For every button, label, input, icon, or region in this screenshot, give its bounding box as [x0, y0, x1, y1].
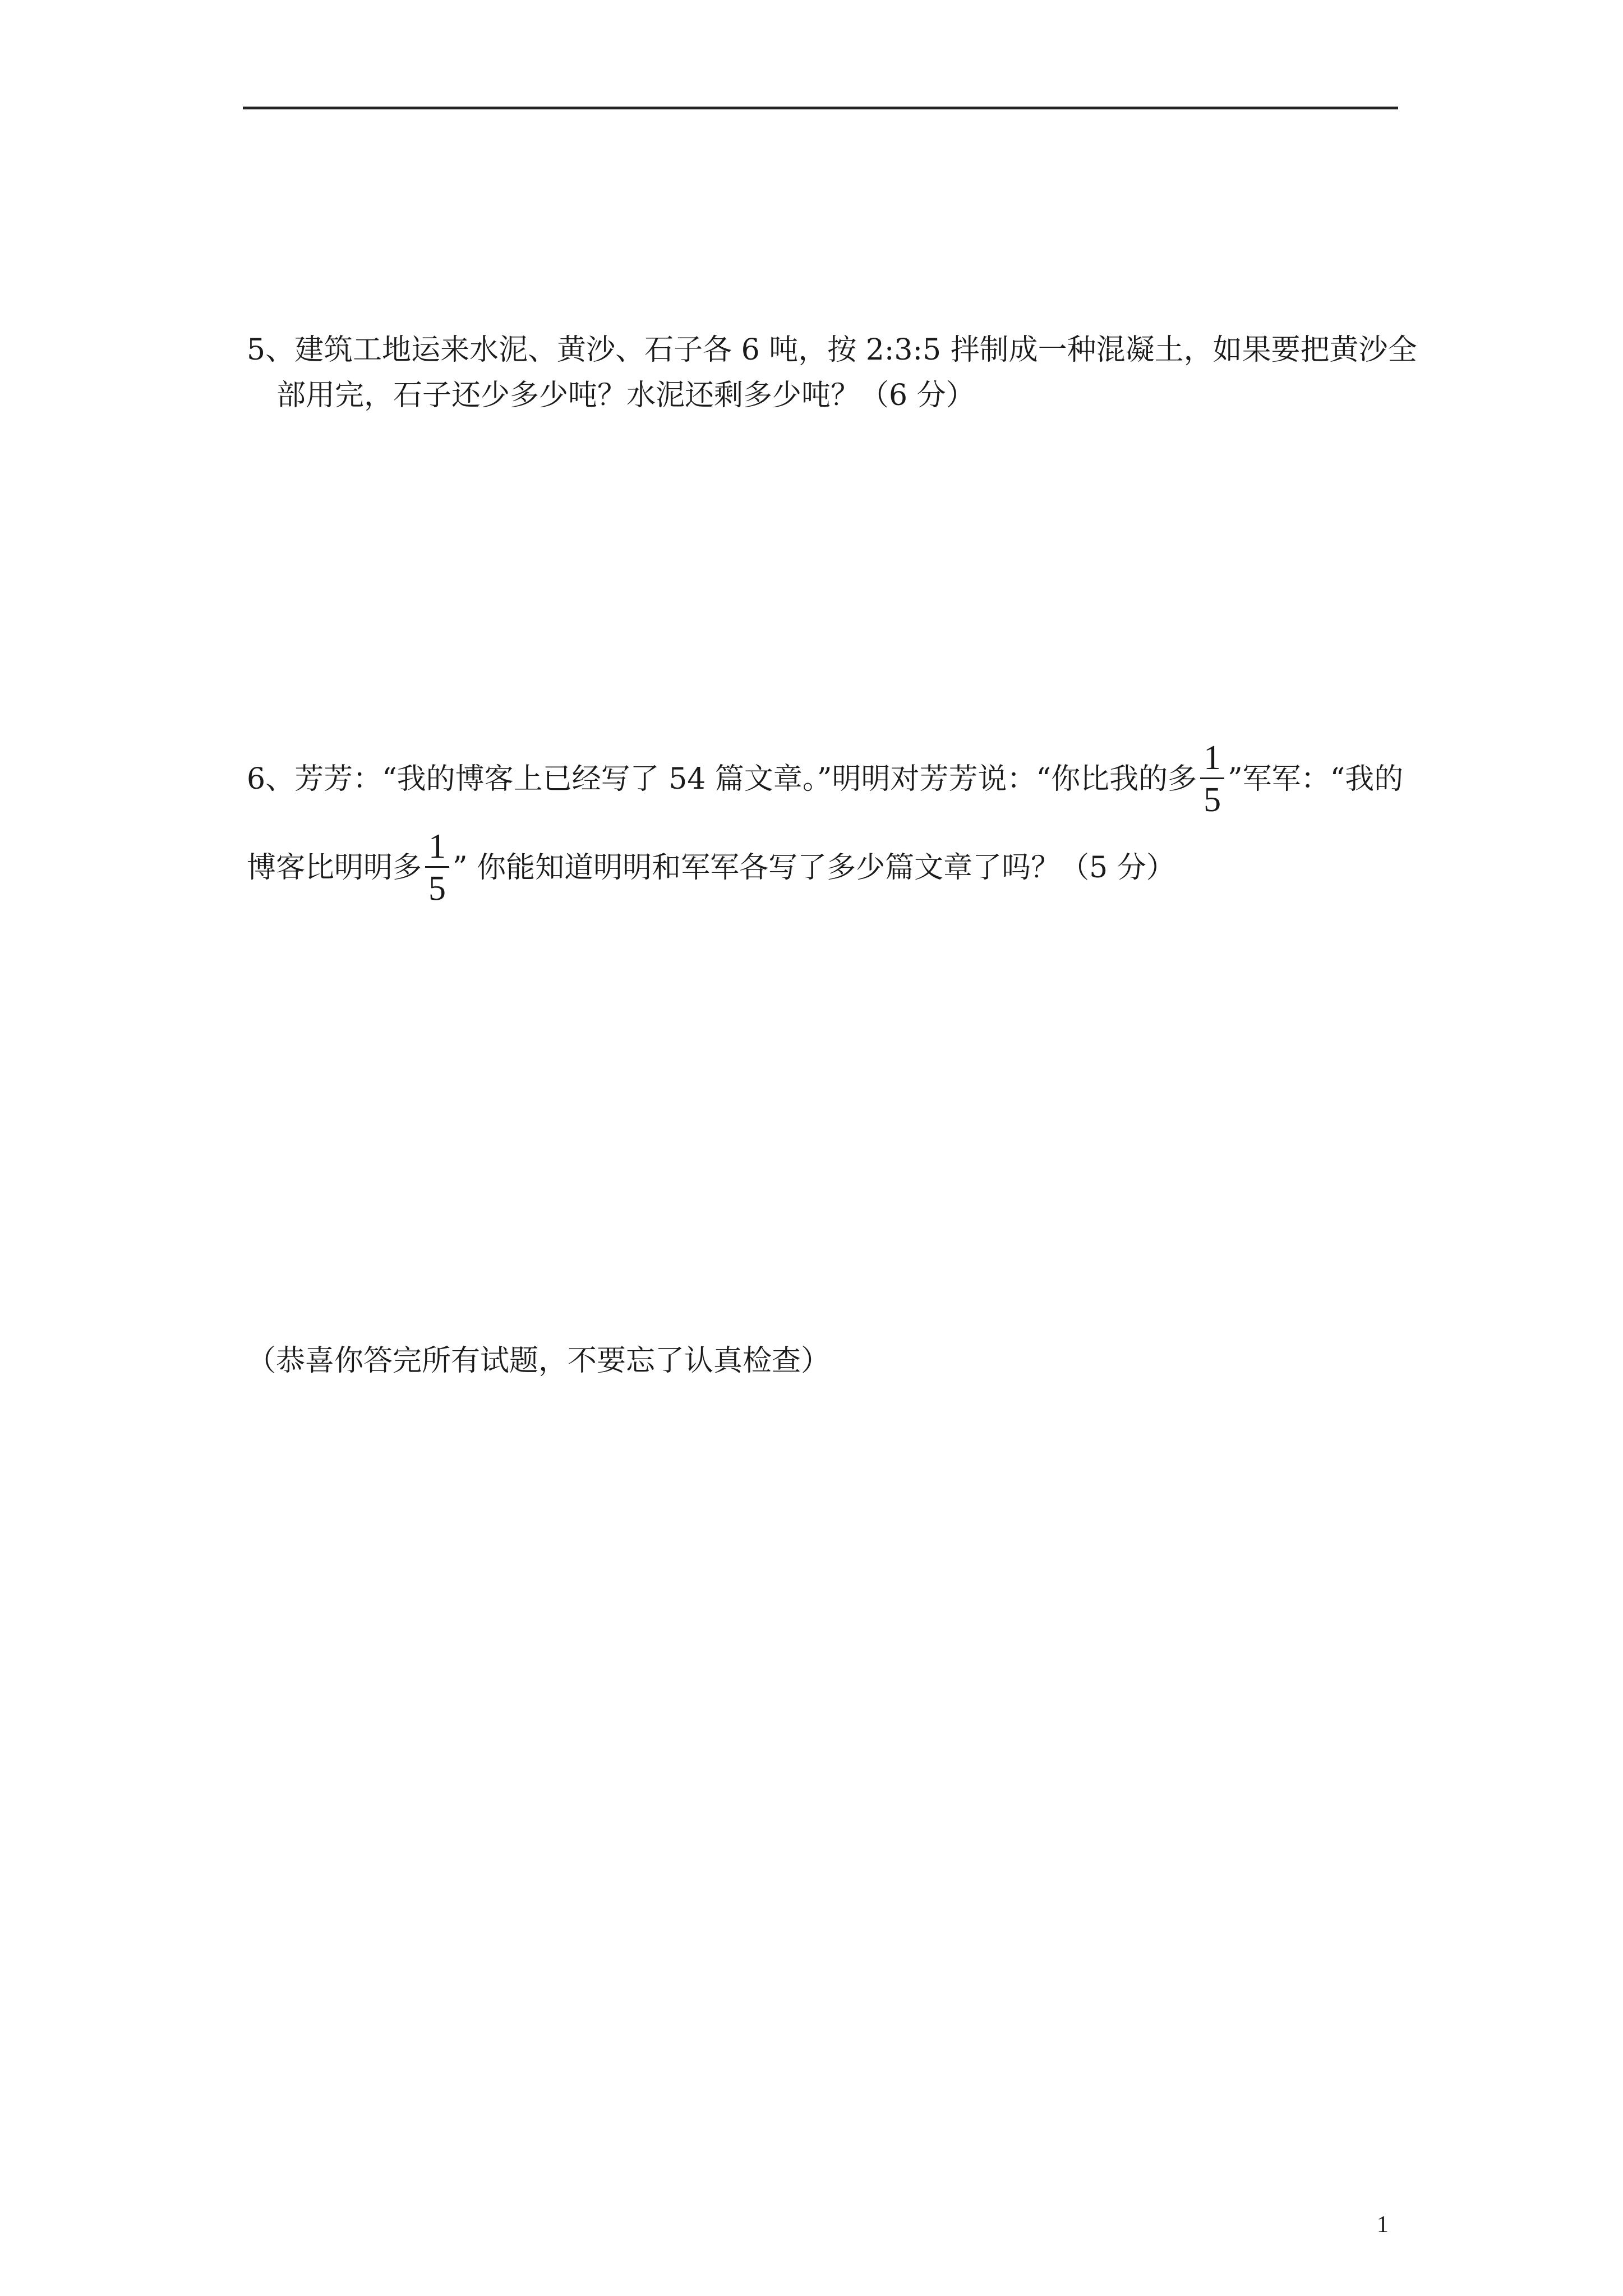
fraction-numerator: 1	[1204, 739, 1221, 777]
question-6-line-1-text-a: 6、芳芳：“我的博客上已经写了 54 篇文章。”明明对芳芳说：“你比我的多	[247, 762, 1197, 796]
question-6-line-2-text-b: ” 你能知道明明和军军各写了多少篇文章了吗？（5 分）	[453, 850, 1175, 885]
page-number: 1	[1377, 2212, 1389, 2238]
fraction-bar	[1200, 777, 1224, 779]
fraction-numerator: 1	[428, 827, 446, 866]
question-6-line-1	[247, 740, 1403, 817]
fraction-one-fifth-2	[425, 829, 449, 906]
fraction-bar	[425, 866, 449, 868]
fraction-denominator: 5	[428, 869, 446, 908]
fraction-denominator: 5	[1204, 781, 1221, 819]
question-5-line-2: 部用完，石子还少多少吨？水泥还剩多少吨？（6 分）	[276, 379, 975, 412]
fraction-one-fifth	[1200, 740, 1224, 817]
closing-note: （恭喜你答完所有试题，不要忘了认真检查）	[247, 1344, 831, 1378]
header-rule	[243, 107, 1398, 109]
question-6-line-2-text-a: 博客比明明多	[247, 850, 422, 885]
question-6-line-2	[247, 829, 1175, 906]
question-6-line-1-text-b: ”军军：“我的	[1228, 762, 1404, 796]
question-5-line-1: 5、建筑工地运来水泥、黄沙、石子各 6 吨，按 2:3:5 拌制成一种混凝土，如果要把黄沙全	[247, 333, 1417, 367]
